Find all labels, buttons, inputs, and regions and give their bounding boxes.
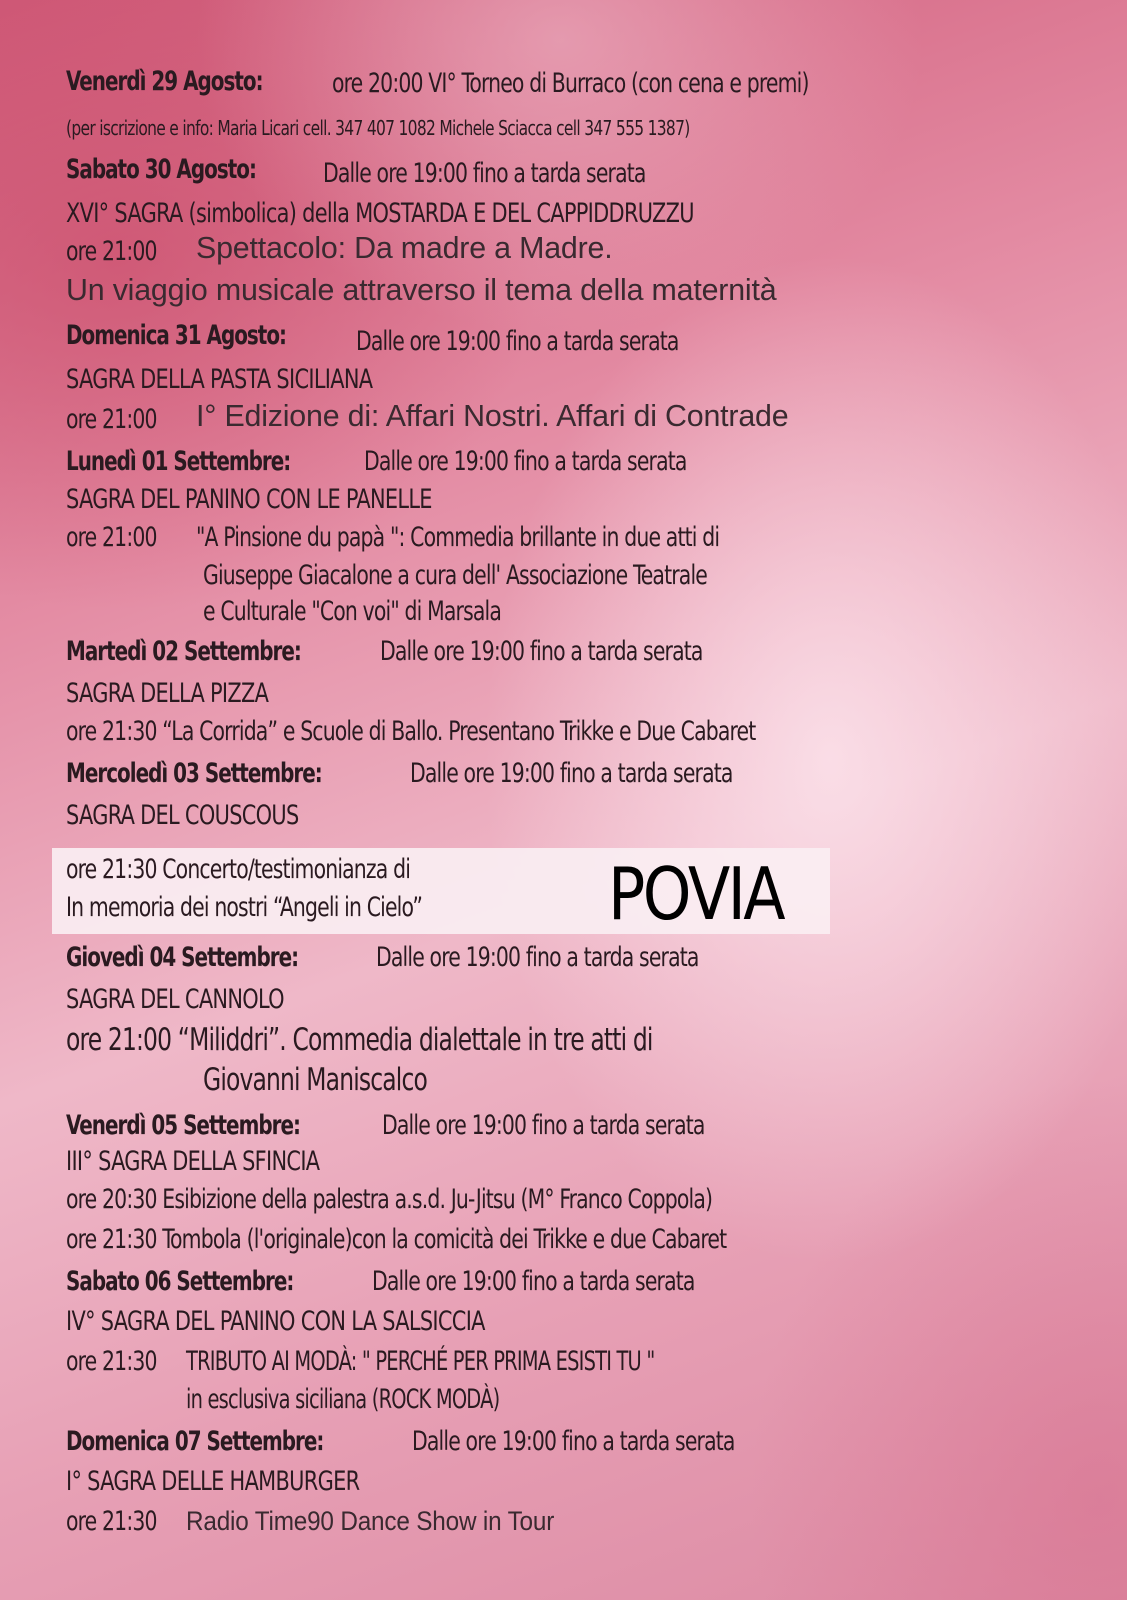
event-title-text: ore 20:00 VI° Torneo di Burraco (con cena e premi) [332, 68, 809, 99]
registration-info: (per iscrizione e info: Maria Licari cell. 347 407 1082 Michele Sciacca cell 347 555 1387) [66, 116, 690, 140]
event-sagra [66, 984, 319, 1015]
day-label: Venerdì 05 Settembre: [66, 1110, 300, 1141]
event-sat-06-sep [66, 1266, 343, 1297]
show-description: e Culturale "Con voi" di Marsala [203, 596, 502, 627]
event-show-line [66, 854, 476, 885]
hours-text: Dalle ore 19:00 fino a tarda serata [412, 1426, 735, 1457]
show-time: ore 21:30 [66, 1346, 157, 1377]
sagra-title: SAGRA DEL PANINO CON LE PANELLE [66, 484, 432, 515]
event-tue-02-sep [66, 636, 352, 667]
event-show-line [186, 1384, 578, 1415]
event-hours [380, 636, 764, 667]
show-time: ore 21:00 [66, 404, 157, 435]
event-wed-03-sep [66, 758, 378, 789]
event-show-line [66, 1184, 835, 1215]
day-label: Mercoledì 03 Settembre: [66, 758, 322, 789]
artist-name: POVIA [608, 852, 784, 936]
show-description: ore 21:30 “La Corrida” e Scuole di Ballo. Presentano Trikke e Due Cabaret [66, 716, 756, 747]
event-hours [356, 326, 740, 357]
event-show-title [186, 1506, 595, 1537]
event-sagra [66, 678, 301, 709]
event-sagra [66, 198, 796, 229]
day-label: Domenica 31 Agosto: [66, 320, 287, 351]
event-show-line [203, 1062, 470, 1098]
day-label: Domenica 07 Settembre: [66, 1426, 324, 1457]
hours-text: Dalle ore 19:00 fino a tarda serata [364, 446, 687, 477]
show-description: TRIBUTO AI MODÀ: " PERCHÉ PER PRIMA ESISTI TU " [186, 1346, 655, 1377]
show-description: ore 21:30 Concerto/testimonianza di [66, 854, 411, 885]
sagra-title: XVI° SAGRA (simbolica) della MOSTARDA E DEL CAPPIDDRUZZU [66, 198, 694, 229]
sagra-title: IV° SAGRA DEL PANINO CON LA SALSICCIA [66, 1306, 485, 1337]
show-description: ore 21:00 “Miliddri”. Commedia dialettale in tre atti di [66, 1022, 653, 1058]
event-show-line [66, 1022, 764, 1058]
event-show-time [66, 236, 174, 267]
sagra-title: III° SAGRA DELLA SFINCIA [66, 1146, 320, 1177]
show-description: ore 21:30 Tombola (l'originale)con la comicità dei Trikke e due Cabaret [66, 1224, 727, 1255]
show-description: in esclusiva siciliana (ROCK MODÀ) [186, 1384, 500, 1415]
event-sun-31-aug [66, 320, 334, 351]
event-show-title [196, 230, 621, 266]
sagra-title: SAGRA DEL COUSCOUS [66, 800, 299, 831]
sagra-title: SAGRA DELLA PASTA SICILIANA [66, 364, 373, 395]
event-hours [364, 446, 748, 477]
event-sagra [66, 364, 422, 395]
event-title [332, 68, 899, 99]
event-sagra [66, 1466, 407, 1497]
event-show-title [196, 398, 801, 434]
sagra-title: SAGRA DELLA PIZZA [66, 678, 269, 709]
show-description: Giuseppe Giacalone a cura dell' Associazione Teatrale [203, 560, 707, 591]
event-show-time [66, 1506, 174, 1537]
event-show-line [66, 716, 887, 747]
event-hours [376, 942, 760, 973]
day-label: Sabato 30 Agosto: [66, 154, 256, 185]
show-description: In memoria dei nostri “Angeli in Cielo” [66, 892, 423, 923]
day-label: Venerdì 29 Agosto: [66, 66, 263, 97]
event-fri-29-aug [66, 66, 306, 97]
show-title: Radio Time90 Dance Show in Tour [186, 1506, 555, 1536]
event-fri-05-sep [66, 1110, 351, 1141]
show-title: I° Edizione di: Affari Nostri. Affari di Contrade [196, 398, 789, 433]
event-show-line [186, 1346, 772, 1377]
event-show-line [66, 892, 490, 923]
event-sagra [66, 1146, 361, 1177]
event-sat-30-aug [66, 154, 298, 185]
show-time: ore 21:00 [66, 522, 157, 553]
event-sagra [66, 484, 491, 515]
event-show-subtitle [66, 272, 791, 308]
event-show-line [203, 560, 803, 591]
event-sagra [66, 800, 336, 831]
sagra-title: I° SAGRA DELLE HAMBURGER [66, 1466, 360, 1497]
hours-text: Dalle ore 19:00 fino a tarda serata [376, 942, 699, 973]
show-time: ore 21:30 [66, 1506, 157, 1537]
event-show-time [66, 404, 174, 435]
show-description: ore 20:30 Esibizione della palestra a.s.d. Ju-Jitsu (M° Franco Coppola) [66, 1184, 713, 1215]
show-time: ore 21:00 [66, 236, 157, 267]
event-show-line [196, 522, 819, 553]
day-label: Martedì 02 Settembre: [66, 636, 301, 667]
sagra-title: SAGRA DEL CANNOLO [66, 984, 284, 1015]
day-label: Sabato 06 Settembre: [66, 1266, 294, 1297]
hours-text: Dalle ore 19:00 fino a tarda serata [382, 1110, 705, 1141]
event-sun-07-sep [66, 1426, 380, 1457]
event-hours [323, 158, 707, 189]
event-hours [410, 758, 794, 789]
hours-text: Dalle ore 19:00 fino a tarda serata [380, 636, 703, 667]
event-show-time [66, 522, 174, 553]
event-hours [382, 1110, 766, 1141]
hours-text: Dalle ore 19:00 fino a tarda serata [323, 158, 646, 189]
event-info [66, 116, 791, 140]
day-label: Giovedì 04 Settembre: [66, 942, 299, 973]
show-title: Spettacolo: Da madre a Madre. [196, 230, 613, 265]
event-hours [372, 1266, 756, 1297]
event-mon-01-sep [66, 446, 340, 477]
show-description: Giovanni Maniscalco [203, 1062, 428, 1098]
hours-text: Dalle ore 19:00 fino a tarda serata [410, 758, 733, 789]
hours-text: Dalle ore 19:00 fino a tarda serata [372, 1266, 695, 1297]
show-description: "A Pinsione du papà ": Commedia brillante in due atti di [196, 522, 720, 553]
day-label: Lunedì 01 Settembre: [66, 446, 291, 477]
event-thu-04-sep [66, 942, 349, 973]
hours-text: Dalle ore 19:00 fino a tarda serata [356, 326, 679, 357]
event-show-line [66, 1224, 852, 1255]
event-sagra [66, 1306, 553, 1337]
event-hours [412, 1426, 796, 1457]
event-show-time [66, 1346, 174, 1377]
show-subtitle: Un viaggio musicale attraverso il tema della maternità [66, 272, 777, 307]
event-show-line [203, 596, 558, 627]
